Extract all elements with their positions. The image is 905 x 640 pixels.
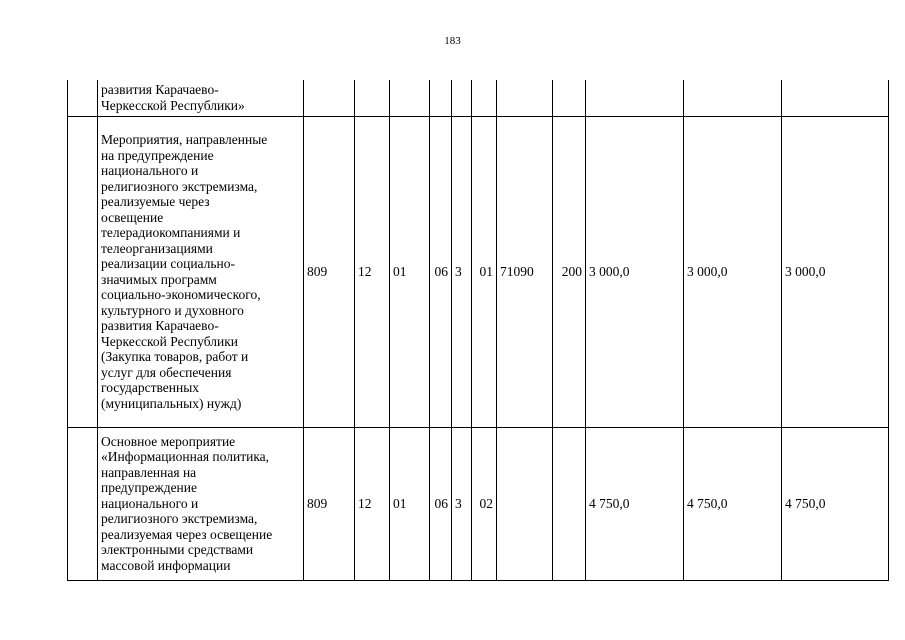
expense-type-cell bbox=[553, 427, 586, 580]
sum-year3-cell: 3 000,0 bbox=[782, 116, 889, 427]
subprogram-code-cell: 3 bbox=[452, 116, 472, 427]
program-code-cell: 06 bbox=[430, 427, 452, 580]
sum-year2-cell: 4 750,0 bbox=[684, 427, 782, 580]
description-line: (муниципальных) нужд) bbox=[101, 395, 242, 411]
table-row bbox=[68, 80, 889, 116]
subsection-code-cell bbox=[390, 80, 430, 116]
row-index-cell bbox=[68, 427, 98, 580]
description-line: религиозного экстремизма, bbox=[101, 511, 258, 527]
section-code-cell: 12 bbox=[355, 116, 390, 427]
description-line: направленная на bbox=[101, 464, 197, 480]
description-line: предупреждение bbox=[101, 480, 198, 496]
description-line: национального и bbox=[101, 163, 199, 178]
expense-type-cell bbox=[553, 80, 586, 116]
description-line: телеорганизациями bbox=[101, 240, 213, 256]
description-line: значимых программ bbox=[101, 271, 217, 287]
description-line: реализуемая через освещение bbox=[101, 526, 273, 542]
description-line: (Закупка товаров, работ и bbox=[101, 349, 249, 364]
direction-code-cell: 71090 bbox=[497, 116, 553, 427]
program-code-cell bbox=[430, 80, 452, 116]
description-line: услуг для обеспечения bbox=[101, 364, 232, 380]
event-code-cell: 02 bbox=[472, 427, 497, 580]
description-line: массовой информации bbox=[101, 557, 231, 573]
description-line: реализуемые через bbox=[101, 194, 210, 209]
sum-year3-cell: 4 750,0 bbox=[782, 427, 889, 580]
row-index-cell bbox=[68, 80, 98, 116]
description-line: телерадиокомпаниями и bbox=[101, 225, 241, 240]
direction-code-cell bbox=[497, 427, 553, 580]
sum-year1-cell: 4 750,0 bbox=[586, 427, 684, 580]
row-index-cell bbox=[68, 116, 98, 427]
description-line: освещение bbox=[101, 209, 164, 225]
subprogram-code-cell bbox=[452, 80, 472, 116]
page-number: 183 bbox=[444, 35, 461, 47]
description-line: на предупреждение bbox=[101, 147, 214, 163]
ved-code-cell: 809 bbox=[304, 427, 355, 580]
description-line: реализации социально- bbox=[101, 256, 236, 271]
description-line: Мероприятия, направленные bbox=[101, 132, 268, 147]
description-line: Черкесской Республики bbox=[101, 333, 238, 349]
description-line: «Информационная политика, bbox=[101, 449, 270, 465]
event-code-cell bbox=[472, 80, 497, 116]
budget-table bbox=[67, 80, 889, 581]
sum-year1-cell: 3 000,0 bbox=[586, 116, 684, 427]
section-code-cell: 12 bbox=[355, 427, 390, 580]
description-line: электронными средствами bbox=[101, 542, 254, 558]
ved-code-cell bbox=[304, 80, 355, 116]
description-line: культурного и духовного bbox=[101, 302, 244, 318]
table-row bbox=[68, 116, 889, 427]
description-cell bbox=[98, 116, 304, 427]
description-cell bbox=[98, 80, 304, 116]
event-code-cell: 01 bbox=[472, 116, 497, 427]
sum-year2-cell bbox=[684, 80, 782, 116]
program-code-cell: 06 bbox=[430, 116, 452, 427]
sum-year3-cell bbox=[782, 80, 889, 116]
description-line: религиозного экстремизма, bbox=[101, 178, 258, 194]
sum-year1-cell bbox=[586, 80, 684, 116]
description-line: развития Карачаево- bbox=[101, 318, 219, 333]
table-row bbox=[68, 427, 889, 580]
description-line: государственных bbox=[101, 380, 200, 395]
description-line: Основное мероприятие bbox=[101, 433, 236, 449]
description-line: социально-экономического, bbox=[101, 287, 261, 302]
description-line: Черкесской Республики» bbox=[101, 97, 245, 113]
description-line: национального и bbox=[101, 495, 199, 511]
description-line: развития Карачаево- bbox=[101, 82, 219, 98]
section-code-cell bbox=[355, 80, 390, 116]
direction-code-cell bbox=[497, 80, 553, 116]
subsection-code-cell: 01 bbox=[390, 427, 430, 580]
ved-code-cell: 809 bbox=[304, 116, 355, 427]
subprogram-code-cell: 3 bbox=[452, 427, 472, 580]
expense-type-cell: 200 bbox=[553, 116, 586, 427]
sum-year2-cell: 3 000,0 bbox=[684, 116, 782, 427]
description-cell bbox=[98, 427, 304, 580]
subsection-code-cell: 01 bbox=[390, 116, 430, 427]
